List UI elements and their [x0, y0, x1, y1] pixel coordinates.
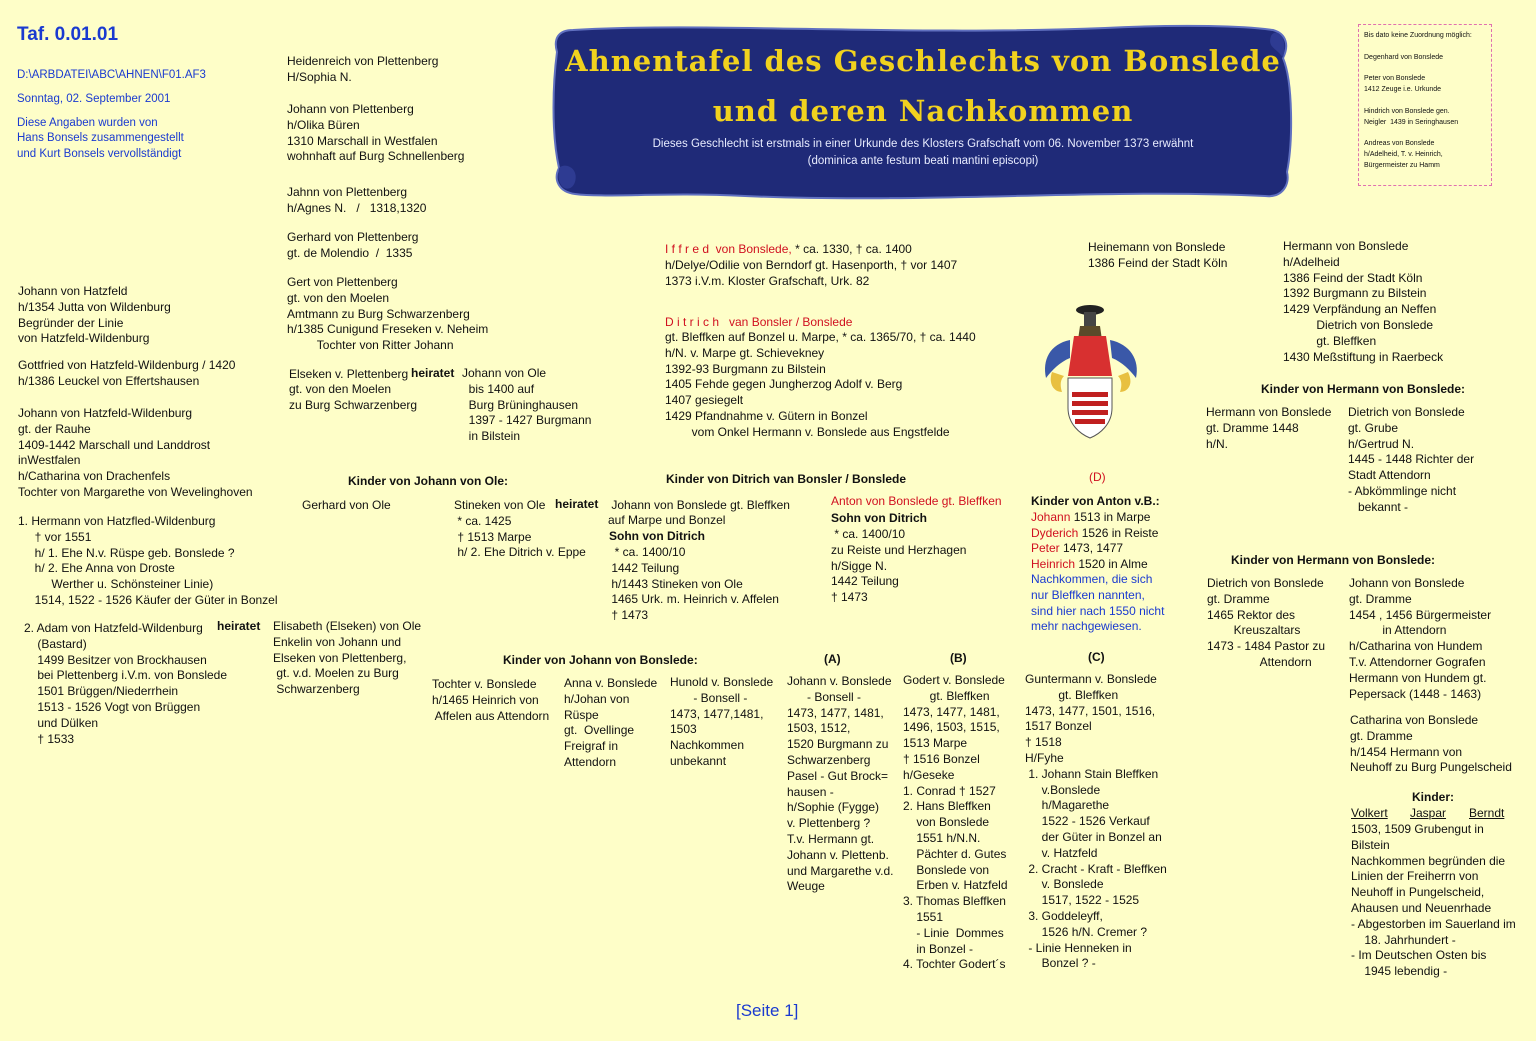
label-d: (D)	[1089, 470, 1106, 484]
person-guntermann-bonslede: Guntermann v. Bonslede gt. Bleffken 1473, 1477, 1501, 1516, 1517 Bonzel † 1518 H/Fyhe 1. Johann Stain Bleffken v.Bonslede h/Magarethe 1522 - 1526 Verkauf der Güter in Bonzel an v. Hatzfeld 2. Cracht - Kraft - Bleffken v. Bonslede 1517, 1522 - 1525 3. Goddeleyff, 1526 h/N. Cremer ? - Linie Henneken in Bonzel ? -	[1025, 672, 1167, 971]
note-line: Bis dato keine Zuordnung möglich:	[1364, 32, 1472, 39]
heiratet-label: heiratet	[411, 366, 455, 380]
person-anna-bonslede: Anna v. Bonslede h/Johan von Rüspe gt. Ovellinge Freigraf in Attendorn	[564, 676, 658, 769]
person-dietrich-dramme: Dietrich von Bonslede gt. Dramme 1465 Rektor des Kreuszaltars 1473 - 1484 Pastor zu Attendorn	[1207, 576, 1326, 669]
note-line: Bürgermeister zu Hamm	[1364, 162, 1440, 169]
person-tochter-bonslede: Tochter v. Bonslede h/1465 Heinrich von Affelen aus Attendorn	[432, 677, 550, 723]
person-johann-hatzfeld-rauhe: Johann von Hatzfeld-Wildenburg gt. der Rauhe 1409-1442 Marschall und Landdrost inWestfalen h/Catharina von Drachenfels Tochter von Margarethe von Wevelinghoven	[18, 406, 253, 499]
person-jahnn-plettenberg: Jahnn von Plettenberg h/Agnes N. / 1318,1320	[287, 185, 427, 215]
person-iffred-details: h/Delye/Odilie von Berndorf gt. Hasenporth, † vor 1407 1373 i.V.m. Kloster Grafschaft, Urk. 82	[665, 258, 958, 288]
anton-kids-note: Nachkommen, die sich nur Bleffken nannten, sind hier nach 1550 nicht mehr nachgewiesen.	[1031, 572, 1165, 634]
anton-kids-heading: Kinder von Anton v.B.:	[1031, 494, 1160, 508]
person-catharina-dramme: Catharina von Bonslede gt. Dramme h/1454 Hermann von Neuhoff zu Burg Pungelscheid	[1350, 713, 1512, 775]
iffred-name: I f f r e d von Bonslede,	[665, 242, 792, 256]
kid-detail: 1513 in Marpe	[1070, 510, 1151, 524]
kid-detail: 1520 in Alme	[1075, 557, 1148, 571]
iffred-dates: * ca. 1330, † ca. 1400	[791, 242, 912, 256]
credits-line-1: Diese Angaben wurden von	[17, 117, 158, 129]
anton-kid-dyderich	[1031, 526, 1158, 542]
label-b: (B)	[950, 651, 967, 665]
file-path: D:\ARBDATEI\ABC\AHNEN\F01.AF3	[17, 69, 206, 81]
person-gerhard-plettenberg: Gerhard von Plettenberg gt. de Molendio / 1335	[287, 230, 419, 260]
table-number: Taf. 0.01.01	[17, 24, 119, 45]
child-jaspar: Jaspar	[1410, 806, 1447, 820]
ditrich-kids-heading: Kinder von Ditrich van Bonsler / Bonslede	[666, 472, 907, 486]
heiratet-label: heiratet	[555, 497, 599, 511]
person-johann-bonslede-l2: auf Marpe und Bonzel	[608, 513, 726, 527]
hermann-kids-heading-2: Kinder von Hermann von Bonslede:	[1231, 553, 1436, 567]
person-hunold-bonslede: Hunold v. Bonslede - Bonsell - 1473, 1477,1481, 1503 Nachkommen unbekannt	[670, 675, 774, 768]
child-volkert: Volkert	[1351, 806, 1388, 820]
hermann-kids-heading-1: Kinder von Hermann von Bonslede:	[1261, 382, 1466, 396]
note-line: Neigler 1439 in Seringhausen	[1364, 119, 1459, 126]
person-gottfried-hatzfeld: Gottfried von Hatzfeld-Wildenburg / 1420 h/1386 Leuckel von Effertshausen	[18, 358, 236, 388]
person-dietrich-grube: Dietrich von Bonslede gt. Grube h/Gertrud N. 1445 - 1448 Richter der Stadt Attendorn - Abkömmlinge nicht bekannt -	[1348, 405, 1475, 514]
kid-name: Heinrich	[1031, 557, 1076, 571]
note-line: h/Adelheid, T. v. Heinrich,	[1364, 151, 1443, 158]
page-link[interactable]: [Seite 1]	[736, 1001, 799, 1020]
ole-kids-heading: Kinder von Johann von Ole:	[348, 474, 509, 488]
person-johann-hatzfeld: Johann von Hatzfeld h/1354 Jutta von Wildenburg Begründer der Linie von Hatzfeld-Wildenburg	[18, 284, 171, 346]
heiratet-label: heiratet	[217, 619, 261, 633]
kid-detail: 1473, 1477	[1059, 541, 1124, 555]
person-johann-dramme: Johann von Bonslede gt. Dramme 1454 , 1456 Bürgermeister in Attendorn h/Catharina von Hundem T.v. Attendorner Gografen Hermann von Hundem gt. Pepersack (1448 - 1463)	[1349, 576, 1492, 701]
anton-kid-heinrich	[1031, 557, 1148, 573]
neuhoff-notes: 1503, 1509 Grubengut in Bilstein Nachkommen begründen die Linien der Freiherrn von Neuhoff in Pungelscheid, Ahausen und Neuenrhade - Abgestorben im Sauerland im 18. Jahrhundert - - Im Deutschen Osten bis 1945 lebendig -	[1351, 822, 1516, 979]
person-gert-plettenberg: Gert von Plettenberg gt. von den Moelen Amtmann zu Burg Schwarzenberg h/1385 Cunigund Freseken v. Neheim Tochter von Ritter Johann	[287, 275, 489, 353]
crest-graphic	[1040, 300, 1150, 445]
banner-title-line-1: Ahnentafel des Geschlechts von Bonslede	[565, 44, 1281, 78]
person-hermann-hatzfeld: 1. Hermann von Hatzfled-Wildenburg † vor 1551 h/ 1. Ehe N.v. Rüspe geb. Bonslede ? h/ 2. Ehe Anna von Droste Werther u. Schönsteiner Linie) 1514, 1522 - 1526 Käufer der Güter in Bonzel	[18, 514, 278, 607]
unassigned-note-box	[1358, 24, 1492, 186]
date-text: Sonntag, 02. September 2001	[17, 93, 171, 105]
person-stineken-ole: Stineken von Ole * ca. 1425 † 1513 Marpe h/ 2. Ehe Ditrich v. Eppe	[454, 498, 586, 560]
kid-name: Peter	[1031, 541, 1060, 555]
person-johann-ole: Johann von Ole bis 1400 auf Burg Brüninghausen 1397 - 1427 Burgmann in Bilstein	[462, 366, 592, 444]
person-anton-details: * ca. 1400/10 zu Reiste und Herzhagen h/Sigge N. 1442 Teilung † 1473	[831, 527, 967, 605]
anton-kid-peter	[1031, 541, 1123, 557]
sohn-von-ditrich-label: Sohn von Ditrich	[831, 511, 927, 525]
kinder-label: Kinder:	[1412, 790, 1454, 804]
banner-subtitle-line-1: Dieses Geschlecht ist erstmals in einer Urkunde des Klosters Grafschaft vom 06. November 1373 erwähnt	[652, 138, 1194, 150]
kid-detail: 1526 in Reiste	[1078, 526, 1159, 540]
person-adam-hatzfeld: 2. Adam von Hatzfeld-Wildenburg (Bastard) 1499 Besitzer von Brockhausen bei Plettenberg i.V.m. von Bonslede 1501 Brüggen/Niederrhein 1513 - 1526 Vogt von Brüggen und Dülken † 1533	[24, 621, 228, 746]
sohn-von-ditrich-label: Sohn von Ditrich	[609, 529, 705, 543]
person-hermann-dramme: Hermann von Bonslede gt. Dramme 1448 h/N.	[1206, 405, 1332, 451]
johann-kids-heading: Kinder von Johann von Bonslede:	[503, 653, 698, 667]
person-johann-plettenberg: Johann von Plettenberg h/Olika Büren 1310 Marschall in Westfalen wohnhaft auf Burg Schnellenberg	[287, 102, 465, 164]
note-line: Degenhard von Bonslede	[1364, 54, 1444, 61]
title-banner	[545, 22, 1301, 202]
person-anton-name: Anton von Bonslede gt. Bleffken	[831, 494, 1002, 508]
label-a: (A)	[824, 652, 841, 666]
credits-line-2: Hans Bonsels zusammengestellt	[17, 132, 184, 144]
person-johann-bonslede-details: * ca. 1400/10 1442 Teilung h/1443 Stineken von Ole 1465 Urk. m. Heinrich v. Affelen † 1473	[611, 545, 779, 623]
person-hermann-bonslede: Hermann von Bonslede h/Adelheid 1386 Feind der Stadt Köln 1392 Burgmann zu Bilstein 1429 Verpfändung an Neffen Dietrich von Bonslede gt. Bleffken 1430 Meßstiftung in Raerbeck	[1283, 239, 1444, 364]
note-line: Hindrich von Bonslede gen.	[1364, 108, 1450, 115]
note-line: 1412 Zeuge i.e. Urkunde	[1364, 86, 1442, 93]
person-ditrich-details: gt. Bleffken auf Bonzel u. Marpe, * ca. 1365/70, † ca. 1440 h/N. v. Marpe gt. Schievekney 1392-93 Burgmann zu Bilstein 1405 Fehde gegen Jungherzog Adolf v. Berg 1407 gesiegelt 1429 Pfandnahme v. Gütern in Bonzel vom Onkel Hermann v. Bonslede aus Engstfelde	[665, 330, 976, 439]
person-elseken-name: Elseken v. Plettenberg	[289, 367, 409, 381]
banner-subtitle-line-2: (dominica ante festum beati mantini episcopi)	[807, 155, 1039, 167]
anton-kid-johann	[1031, 510, 1150, 526]
credits-line-3: und Kurt Bonsels vervollständigt	[17, 148, 182, 160]
person-heinemann: Heinemann von Bonslede 1386 Feind der Stadt Köln	[1088, 240, 1228, 270]
banner-title-line-2: und deren Nachkommen	[712, 94, 1134, 128]
person-johann-bonslede-l1: Johann von Bonslede gt. Bleffken	[608, 498, 790, 512]
child-berndt: Berndt	[1469, 806, 1505, 820]
note-line: Peter von Bonslede	[1364, 75, 1426, 82]
person-johann-bonsell: Johann v. Bonslede - Bonsell - 1473, 1477, 1481, 1503, 1512, 1520 Burgmann zu Schwarzenberg Pasel - Gut Brock= hausen - h/Sophie (Fygge) v. Plettenberg ? T.v. Hermann gt. Johann v. Plettenb. und Margarethe v.d. Weuge	[787, 674, 894, 894]
person-iffred-line-1	[665, 242, 912, 258]
note-line: Andreas von Bonslede	[1364, 140, 1435, 147]
coat-of-arms-image	[1040, 300, 1150, 445]
person-godert-bonslede: Godert v. Bonslede gt. Bleffken 1473, 1477, 1481, 1496, 1503, 1515, 1513 Marpe † 1516 Bonzel h/Geseke 1. Conrad † 1527 2. Hans Bleffken von Bonslede 1551 h/N.N. Pächter d. Gutes Bonslede von Erben v. Hatzfeld 3. Thomas Bleffken 1551 - Linie Dommes in Bonzel - 4. Tochter Godert´s	[903, 673, 1008, 972]
label-c: (C)	[1088, 650, 1105, 664]
person-elisabeth-ole: Elisabeth (Elseken) von Ole Enkelin von Johann und Elseken von Plettenberg, gt. v.d. Moelen zu Burg Schwarzenberg	[273, 619, 422, 697]
kid-name: Dyderich	[1031, 526, 1079, 540]
person-gerhard-ole: Gerhard von Ole	[302, 498, 391, 512]
kid-name: Johann	[1031, 510, 1071, 524]
person-elseken-details: gt. von den Moelen zu Burg Schwarzenberg	[289, 382, 418, 412]
person-heidenreich: Heidenreich von Plettenberg H/Sophia N.	[287, 54, 439, 84]
person-ditrich-name: D i t r i c h van Bonsler / Bonslede	[665, 315, 853, 329]
